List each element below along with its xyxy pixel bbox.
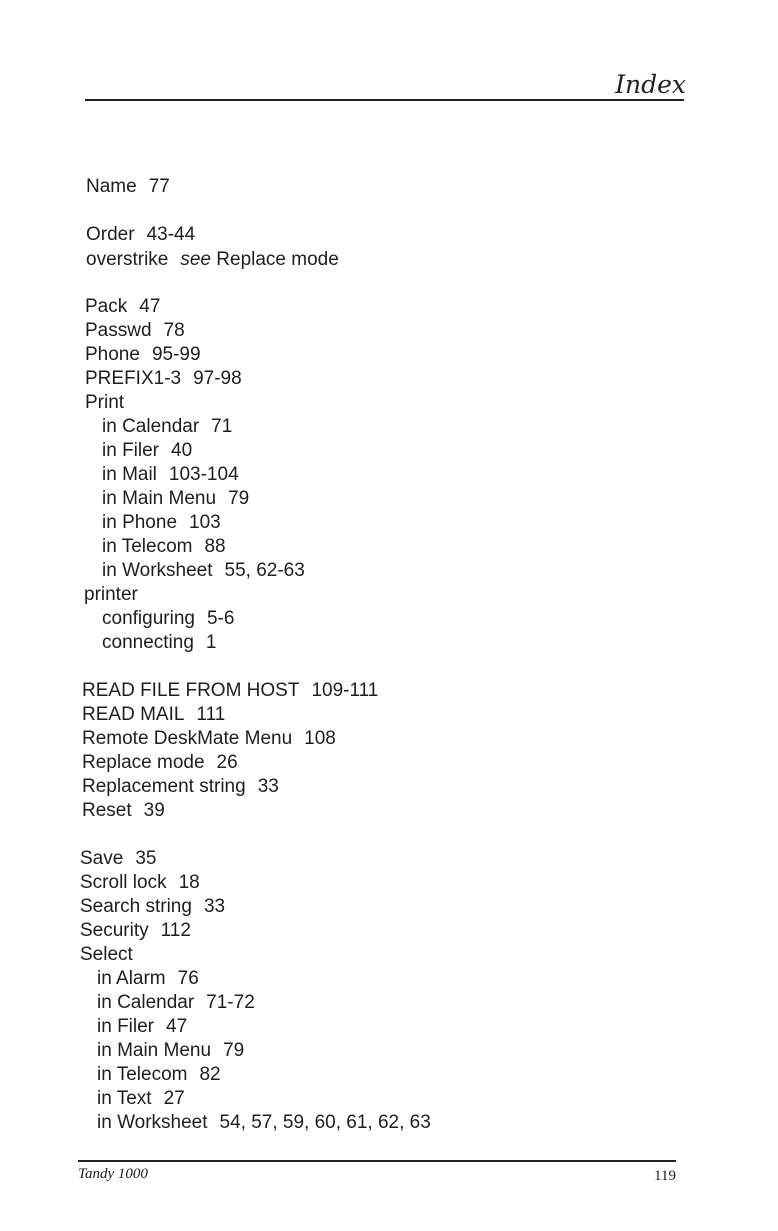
index-entry: overstrike see Replace mode [86, 249, 339, 270]
index-subentry: in Calendar 71 [102, 416, 233, 437]
index-subentry: in Filer 47 [97, 1016, 188, 1037]
index-entry: Replace mode 26 [82, 752, 238, 773]
page-number: 119 [654, 1168, 676, 1184]
index-entry: Reset 39 [82, 800, 165, 821]
index-entry: Remote DeskMate Menu 108 [82, 728, 336, 749]
index-entry: PREFIX1-3 97-98 [85, 368, 242, 389]
index-entry: Scroll lock 18 [80, 872, 200, 893]
index-subentry: in Worksheet 55, 62-63 [102, 560, 305, 581]
index-entry: printer [84, 584, 138, 605]
index-subentry: in Telecom 88 [102, 536, 226, 557]
index-subentry: in Worksheet 54, 57, 59, 60, 61, 62, 63 [97, 1112, 431, 1133]
index-entry: Pack 47 [85, 296, 161, 317]
index-subentry: in Filer 40 [102, 440, 193, 461]
index-entry: READ FILE FROM HOST 109-111 [82, 680, 379, 701]
index-entry: Replacement string 33 [82, 776, 279, 797]
footer-book-title: Tandy 1000 [78, 1166, 148, 1182]
index-entry: Passwd 78 [85, 320, 185, 341]
index-entry: Phone 95-99 [85, 344, 201, 365]
index-entry: Order 43-44 [86, 224, 196, 245]
index-subentry: configuring 5-6 [102, 608, 235, 629]
index-subentry: in Calendar 71-72 [97, 992, 255, 1013]
index-entry: Search string 33 [80, 896, 226, 917]
index-subentry: connecting 1 [102, 632, 217, 653]
index-subentry: in Main Menu 79 [102, 488, 250, 509]
index-entry: Select [80, 944, 133, 965]
index-subentry: in Main Menu 79 [97, 1040, 245, 1061]
index-entry: Security 112 [80, 920, 191, 941]
index-subentry: in Phone 103 [102, 512, 221, 533]
index-subentry: in Mail 103-104 [102, 464, 239, 485]
index-entry: Name 77 [86, 176, 170, 197]
footer-rule [78, 1160, 676, 1162]
index-entry: Print [85, 392, 125, 413]
index-subentry: in Telecom 82 [97, 1064, 221, 1085]
index-entry: READ MAIL 111 [82, 704, 226, 725]
see-reference: see [180, 249, 211, 270]
index-entry: Save 35 [80, 848, 157, 869]
index-subentry: in Text 27 [97, 1088, 185, 1109]
running-header-title: Index [615, 70, 686, 99]
index-subentry: in Alarm 76 [97, 968, 199, 989]
